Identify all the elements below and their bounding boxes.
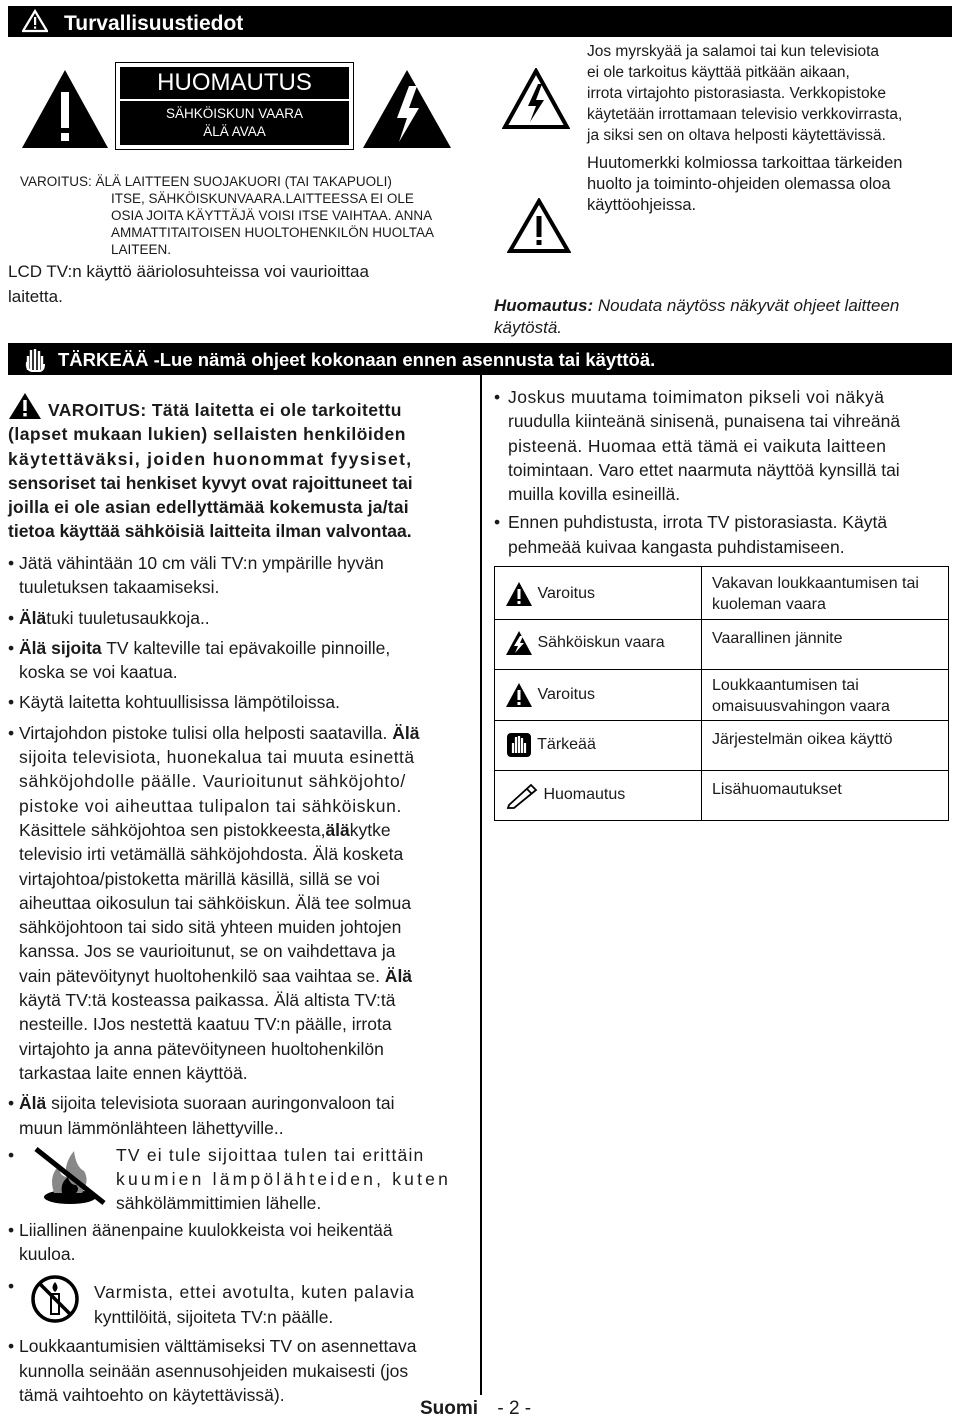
table-row xyxy=(495,771,949,821)
caution-subtitle xyxy=(120,101,349,145)
section-header xyxy=(8,6,952,37)
symbol-label: Tärkeää xyxy=(537,736,596,754)
symbol-table xyxy=(494,566,949,821)
warning-line: ITSE, SÄHKÖISKUNVAARA.LAITTEESSA EI OLE xyxy=(111,191,414,206)
item-line: sijoita televisiota, huonekalua tai muuta esinettä xyxy=(19,747,415,768)
warning-line: tietoa käyttää sähköisiä laitteita ilman valvontaa. xyxy=(8,521,412,542)
item-line: Ennen puhdistusta, irrota TV pistorasiasta. Käytä xyxy=(508,512,888,533)
item-line: muun lämmönlähteen lähettyville.. xyxy=(19,1117,284,1138)
list-item: • Jätä vähintään 10 cm väli TV:n ympärille hyvän tuuletuksen takaamiseksi. xyxy=(8,551,468,600)
caution-line-1: SÄHKÖISKUN VAARA xyxy=(165,106,304,121)
note-line: ja siksi sen on oltava helposti käytettävissä. xyxy=(587,127,886,144)
warning-line: OSIA JOITA KÄYTTÄJÄ VOISI ITSE VAIHTAA. ANNA xyxy=(111,208,433,223)
right-bullet-list xyxy=(494,385,956,559)
note-line: irrota virtajohto pistorasiasta. Verkkopistoke xyxy=(587,85,886,102)
item-bold: älä xyxy=(325,819,350,840)
list-item: • Loukkaantumisien välttämiseksi TV on asennettava kunnolla seinään asennusohjeiden mukaisesti (jos tämä vaihtoehto on käytettävissä). xyxy=(8,1334,468,1407)
item-line: virtajohtoa/pistoketta märillä käsillä, sillä se voi xyxy=(19,868,380,889)
warning-line: joilla ei ole asian edellyttämää kokemusta ja/tai xyxy=(8,497,409,518)
item-bold: Älä sijoita xyxy=(19,637,102,658)
desc-line: Järjestelmän oikea käyttö xyxy=(712,731,893,748)
item-line: TV ei tule sijoittaa tulen tai erittäin xyxy=(116,1144,425,1165)
exclamation-note xyxy=(587,153,957,216)
important-text: TÄRKEÄÄ -Lue nämä ohjeet kokonaan ennen asennusta tai käyttöä. xyxy=(58,349,656,370)
item-bold: Älä xyxy=(19,607,47,628)
no-candle-icon xyxy=(30,1274,80,1324)
item-line: kunnolla seinään asennusohjeiden mukaisesti (jos xyxy=(19,1360,409,1381)
note-line: Jos myrskyää ja salamoi tai kun televisiota xyxy=(587,43,880,60)
item-line: kuumien lämpölähteiden, kuten xyxy=(116,1169,452,1190)
symbol-label: Varoitus xyxy=(537,686,595,704)
item-line: pehmeää kuivaa kangasta puhdistamiseen. xyxy=(508,536,845,557)
table-row xyxy=(495,567,949,620)
symbol-label: Sähköiskun vaara xyxy=(537,634,665,652)
warning-triangle-icon xyxy=(505,682,533,708)
warning-line: ÄLÄ LAITTEEN SUOJAKUORI (TAI TAKAPUOLI) xyxy=(95,174,392,189)
electric-shock-icon xyxy=(505,630,533,656)
item-bold: Älä xyxy=(19,1093,47,1114)
lcd-note xyxy=(8,259,478,309)
item-line: virtajohto ja anna pätevöityneen huoltohenkilön xyxy=(19,1038,384,1059)
item-text: tuki tuuletusaukkoja.. xyxy=(46,607,210,628)
list-item: • Varmista, ettei avotulta, kuten palavia kynttilöitä, sijoiteta TV:n päälle. xyxy=(8,1274,468,1330)
warning-triangle-icon xyxy=(20,68,110,150)
footer-language: Suomi xyxy=(420,1398,479,1419)
list-item: • Käytä laitetta kohtuullisissa lämpötiloissa. xyxy=(8,690,468,714)
lcd-line-1: LCD TV:n käyttö ääriolosuhteissa voi vaurioittaa xyxy=(8,262,369,281)
desc-line: omaisuusvahingon vaara xyxy=(712,698,890,715)
note-line: huolto ja toiminto-ohjeiden olemassa oloa xyxy=(587,175,891,193)
item-line: sähköjohtoon tai sido sitä yhteen muiden johtojen xyxy=(19,917,402,938)
item-line: muilla kovilla esineillä. xyxy=(508,484,681,505)
item-line: Käytä laitetta kohtuullisissa lämpötiloissa. xyxy=(19,692,340,713)
symbol-cell xyxy=(495,620,702,670)
desc-line: Vakavan loukkaantumisen tai xyxy=(712,575,919,592)
symbol-label: Varoitus xyxy=(537,585,595,603)
item-line: kynttilöitä, sijoiteta TV:n päälle. xyxy=(94,1306,334,1327)
warning-triangle-icon xyxy=(22,9,48,33)
description-cell xyxy=(702,567,949,620)
item-line: Joskus muutama toimimaton pikseli voi näkyä xyxy=(508,387,885,407)
hand-icon xyxy=(505,731,533,759)
description-cell xyxy=(702,620,949,670)
item-line: Varmista, ettei avotulta, kuten palavia xyxy=(94,1282,415,1303)
item-line: kuuloa. xyxy=(19,1244,76,1265)
item-line: kanssa. Jos se vaurioitunut, se on vaihdettava ja xyxy=(19,941,396,962)
item-line: aiheuttaa oikosulun tai sähköiskun. Älä tee solmua xyxy=(19,892,412,913)
lightning-triangle-icon xyxy=(361,68,453,150)
list-item: • Älä sijoita TV kalteville tai epävakoille pinnoille, koska se voi kaatua. xyxy=(8,636,468,685)
item-text: TV kalteville tai epävakoille pinnoille, xyxy=(101,637,391,658)
column-divider xyxy=(480,375,482,1395)
lightning-note xyxy=(587,41,957,146)
list-item: • Joskus muutama toimimaton pikseli voi näkyä ruudulla kiinteänä sinisenä, punaisena tai vihreänä pisteenä. Huomaa että tämä ei vaikuta laitteen toimintaan. Varo ettet naarmuta näyttöä kynsillä tai muilla kovilla esineillä. xyxy=(494,385,956,506)
exclamation-triangle-icon xyxy=(507,198,571,254)
section-title: Turvallisuustiedot xyxy=(64,12,244,35)
pencil-icon xyxy=(505,781,539,809)
list-item: • Älätuki tuuletusaukkoja.. xyxy=(8,607,210,628)
symbol-cell xyxy=(495,721,702,771)
note-line: ei ole tarkoitus käyttää pitkään aikaan, xyxy=(587,64,850,81)
desc-line: Lisähuomautukset xyxy=(712,781,842,798)
item-text: Virtajohdon pistoke tulisi olla helposti saatavilla. xyxy=(19,722,388,743)
item-line: Jätä vähintään 10 cm väli TV:n ympärille hyvän xyxy=(19,553,384,573)
item-line: televisio irti vetämällä sähköjohdosta. Älä kosketa xyxy=(19,844,404,865)
table-row xyxy=(495,721,949,771)
list-item: • Älä sijoita televisiota suoraan auringonvaloon tai muun lämmönlähteen lähettyville.. xyxy=(8,1091,468,1140)
desc-line: Loukkaantumisen tai xyxy=(712,677,859,694)
page-footer xyxy=(420,1398,531,1420)
warning-line: VAROITUS: Tätä laitetta ei ole tarkoitettu xyxy=(48,400,402,420)
symbol-cell xyxy=(495,670,702,721)
item-bold: Älä xyxy=(387,722,420,743)
item-text: vain pätevöitynyt huoltohenkilö saa vaihtaa se. xyxy=(19,965,380,986)
item-line: pistoke voi aiheuttaa tulipalon tai sähköiskun. xyxy=(19,795,403,816)
symbol-label: Huomautus xyxy=(543,786,626,804)
table-row xyxy=(495,620,949,670)
note-line: Huutomerkki kolmiossa tarkoittaa tärkeiden xyxy=(587,154,903,172)
note-line: käytetään irrottamaan televisio verkkovirrasta, xyxy=(587,106,903,123)
caution-line-2: ÄLÄ AVAA xyxy=(203,124,266,139)
warning-line: käytettäväksi, joiden huonommat fyysiset, xyxy=(8,448,413,469)
list-item: • TV ei tule sijoittaa tulen tai erittäin kuumien lämpölähteiden, kuten sähkölämmittimien lähelle. xyxy=(8,1143,468,1215)
warning-line: AMMATTITAITOISEN HUOLTOHENKILÖN HUOLTAA xyxy=(111,225,435,240)
top-warning xyxy=(20,173,460,258)
note-line: käyttöohjeissa. xyxy=(587,196,697,214)
warning-line: LAITEEN. xyxy=(111,242,172,257)
table-row xyxy=(495,670,949,721)
item-bold: Älä xyxy=(379,965,413,986)
item-text: kytke xyxy=(349,819,391,840)
item-line: sähkölämmittimien lähelle. xyxy=(116,1193,322,1214)
item-line: käytä TV:tä kosteassa paikassa. Älä altista TV:tä xyxy=(19,990,396,1011)
note-text: Noudata näytöss näkyvät ohjeet laitteen xyxy=(593,296,900,315)
item-line: ruudulla kiinteänä sinisenä, punaisena tai vihreänä xyxy=(508,411,901,432)
desc-line: Vaarallinen jännite xyxy=(712,630,843,647)
description-cell xyxy=(702,771,949,821)
symbol-cell xyxy=(495,567,702,620)
warning-line: (lapset mukaan lukien) sellaisten henkilöiden xyxy=(8,424,406,445)
note-text: käytöstä. xyxy=(494,318,563,337)
display-note xyxy=(494,295,956,339)
page-number: - 2 - xyxy=(497,1398,532,1419)
item-text: Käsittele sähköjohtoa sen pistokkeesta, xyxy=(19,819,326,840)
no-fire-icon xyxy=(30,1145,110,1207)
item-line: tarkastaa laite ennen käyttöä. xyxy=(19,1062,248,1083)
item-line: Liiallinen äänenpaine kuulokkeista voi heikentää xyxy=(19,1219,393,1240)
hand-icon xyxy=(22,346,48,372)
item-line: nesteille. IJos nestettä kaatuu TV:n päälle, irrota xyxy=(19,1014,392,1035)
item-line: tuuletuksen takaamiseksi. xyxy=(19,577,220,598)
item-line: Loukkaantumisien välttämiseksi TV on asennettava xyxy=(19,1336,417,1357)
warning-line: sensoriset tai henkiset kyvyt ovat rajoittuneet tai xyxy=(8,472,413,493)
item-line: sähköjohdolle päälle. Vaurioitunut sähköjohto/ xyxy=(19,771,406,792)
symbol-cell xyxy=(495,771,702,821)
caution-box xyxy=(115,62,354,150)
list-item: • Liiallinen äänenpaine kuulokkeista voi heikentää kuuloa. xyxy=(8,1218,468,1267)
usage-warning xyxy=(8,398,468,544)
lightning-triangle-icon xyxy=(502,68,570,130)
item-line: toimintaan. Varo ettet naarmuta näyttöä kynsillä tai xyxy=(508,459,900,480)
item-line: koska se voi kaatua. xyxy=(19,662,178,683)
important-bar xyxy=(8,343,952,375)
lcd-line-2: laitetta. xyxy=(8,287,63,306)
caution-title: HUOMAUTUS xyxy=(120,67,349,99)
description-cell xyxy=(702,670,949,721)
item-line: tämä vaihtoehto on käytettävissä). xyxy=(19,1385,285,1406)
warning-triangle-icon xyxy=(505,581,533,607)
list-item: • Ennen puhdistusta, irrota TV pistorasiasta. Käytä pehmeää kuivaa kangasta puhdistamiseen. xyxy=(494,510,956,559)
description-cell xyxy=(702,721,949,771)
desc-line: kuoleman vaara xyxy=(712,596,826,613)
note-label: Huomautus: xyxy=(494,296,594,315)
list-item: • Virtajohdon pistoke tulisi olla helposti saatavilla. Älä sijoita televisiota, huonekalua tai muuta esinettä sähköjohdolle päälle. Vaurioitunut sähköjohto/ pistoke voi aiheuttaa tulipalon tai sähköiskun. Käsittele sähköjohtoa sen pistokkeesta,äläkytke televisio irti vetämällä sähköjohdosta. Älä kosketa virtajohtoa/pistoketta märillä käsillä, sillä se voi aiheuttaa oikosulun tai sähköiskun. Älä tee solmua sähköjohtoon tai sido sitä yhteen muiden johtojen kanssa. Jos se vaurioitunut, se on vaihdettava ja vain pätevöitynyt huoltohenkilö saa vaihtaa se. Älä käytä TV:tä kosteassa paikassa. Älä altista TV:tä nesteille. IJos nestettä kaatuu TV:n päälle, irrota virtajohto ja anna pätevöityneen huoltohenkilön tarkastaa laite ennen käyttöä. xyxy=(8,721,468,1085)
warning-label: VAROITUS: xyxy=(20,174,92,189)
item-text: sijoita televisiota suoraan auringonvaloon tai xyxy=(46,1093,395,1114)
item-line: pisteenä. Huomaa että tämä ei vaikuta laitteen xyxy=(508,435,887,456)
left-bullet-list xyxy=(8,551,468,1407)
